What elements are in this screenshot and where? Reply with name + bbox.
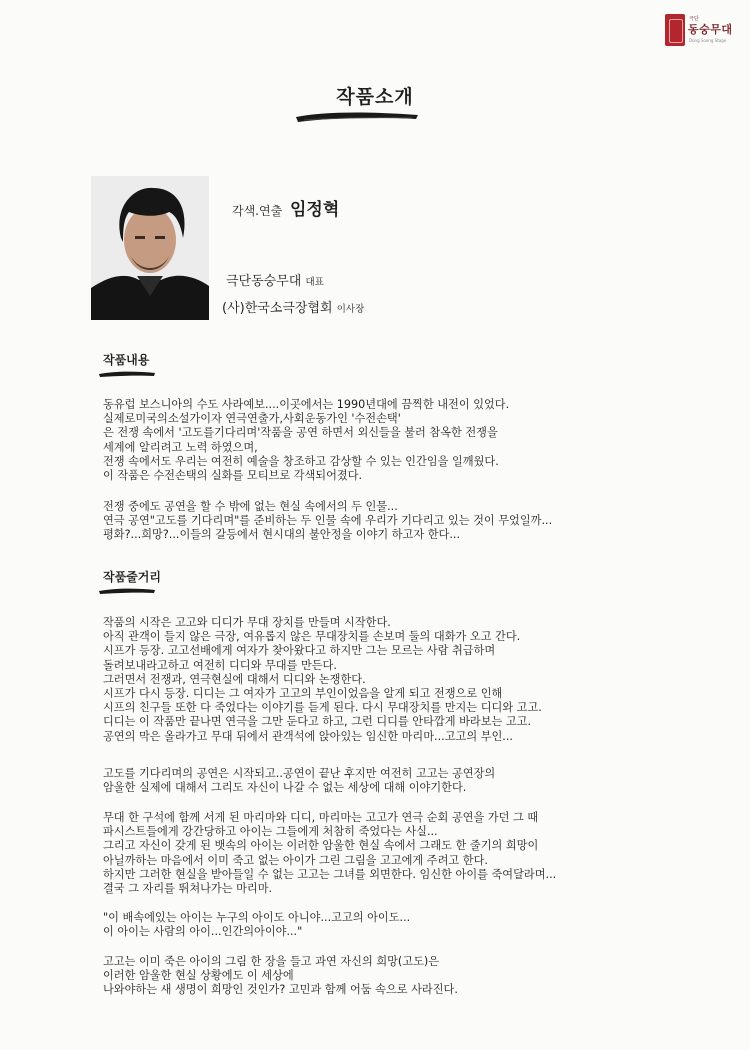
affiliation-title: 대표 (305, 277, 324, 288)
content-paragraph: 전쟁 중에도 공연을 할 수 밖에 없는 현실 속에서의 두 인물... 연극 공연"고도를 기다리며"를 준비하는 두 인물 속에 우리가 기다리고 있는 것이 무었일까... 평화?...희망?...이들의 갈등에서 현시대의 불안정을 이야기 하고자 한다... (103, 500, 553, 542)
logo-seal-icon (665, 14, 685, 46)
logo-english-name: Dong Soong Stage (689, 38, 727, 43)
content-section-title: 작품내용 (103, 353, 150, 367)
page-title: 작품소개 (336, 86, 414, 108)
affiliation-org: (사)한국소극장협회 (222, 301, 333, 316)
affiliation-org: 극단동숭무대 (226, 274, 302, 289)
director-photo (91, 176, 209, 320)
title-brush-stroke (292, 106, 422, 126)
plot-paragraph: 무대 한 구석에 함께 서게 된 마리마와 디디, 마리마는 고고가 연극 순회 공연을 가던 그 때 파시스트들에게 강간당하고 아이는 그들에게 처참히 죽었다는 사실... 그리고 자신이 갖게 된 뱃속의 아이는 이러한 암울한 현실 속에서 그래도 한 줄기의 희망이 아닐까하는 마음에서 이미 죽고 없는 아이가 그린 그림을 고고에게 주려고 한다. 하지만 그러한 현실을 받아들일 수 없는 고고는 그녀를 외면한다. 임신한 아이를 죽여달라며... 결국 그 자리를 뛰쳐나가는 마리마. (103, 811, 557, 896)
plot-section-title: 작품줄거리 (103, 570, 161, 584)
plot-paragraph: 작품의 시작은 고고와 디디가 무대 장치를 만들며 시작한다. 아직 관객이 들지 않은 극장, 여유롭지 않은 무대장치를 손보며 둘의 대화가 오고 간다. 시프가 등장. 고고선배에게 여자가 찾아왔다고 하지만 그는 모르는 사람 취급하며 돌려보내라고하고 여전히 디디와 무대를 만든다. 그러면서 전쟁과, 연극현실에 대해서 디디와 논쟁한다. 시프가 다시 등장. 디디는 그 여자가 고고의 부인이었음을 알게 되고 전쟁으로 인해 시프의 친구들 또한 다 죽었다는 이야기를 듣게 된다. 다시 무대장치를 만지는 디디와 고고. 디디는 이 작품만 끝나면 연극을 그만 둔다고 하고, 그런 디디를 안타깝게 바라보는 고고. 공연의 막은 올라가고 무대 뒤에서 관객석에 앉아있는 임신한 마리마...고고의 부인... (103, 616, 542, 743)
section-brush-stroke (97, 369, 157, 379)
director-name: 임정혁 (290, 200, 340, 220)
plot-paragraph: 고도를 기다리며의 공연은 시작되고..공연이 끝난 후지만 여전히 고고는 공연장의 암울한 실제에 대해서 그리도 자신이 나갈 수 없는 세상에 대해 이야기한다. (103, 767, 496, 795)
theater-logo (665, 12, 745, 48)
affiliation-association (222, 300, 364, 319)
director-role-label: 각색.연출 (232, 204, 283, 218)
affiliation-theater (226, 273, 324, 292)
logo-subtitle: 극단 (689, 16, 699, 22)
plot-quote: "이 배속에있는 아이는 누구의 아이도 아니야...고고의 아이도... 이 아이는 사람의 아이...인간의아이야..." (103, 911, 411, 939)
plot-paragraph: 고고는 이미 죽은 아이의 그림 한 장을 들고 과연 자신의 희망(고도)은 이러한 암울한 현실 상황에도 이 세상에 나와야하는 새 생명이 희망인 것인가? 고민과 함께 어둠 속으로 사라진다. (103, 955, 458, 997)
logo-name: 동숭무대 (688, 23, 733, 36)
affiliation-title: 이사장 (336, 304, 365, 315)
content-paragraph: 동유럽 보스니아의 수도 사라예보....이곳에서는 1990년대에 끔찍한 내전이 있었다. 실제로미국의소설가이자 연극연출가,사회운동가인 '수전손택' 은 전쟁 속에서 '고도를기다리며'작품을 공연 하면서 외신들을 불러 참옥한 전쟁을 세계에 알리려고 노력 하였으며, 전쟁 속에서도 우리는 여전히 예술을 창조하고 감상할 수 있는 인간임을 일깨웠다. 이 작품은 수전손택의 실화를 모티브로 각색되어졌다. (103, 398, 510, 483)
section-brush-stroke (97, 586, 157, 596)
